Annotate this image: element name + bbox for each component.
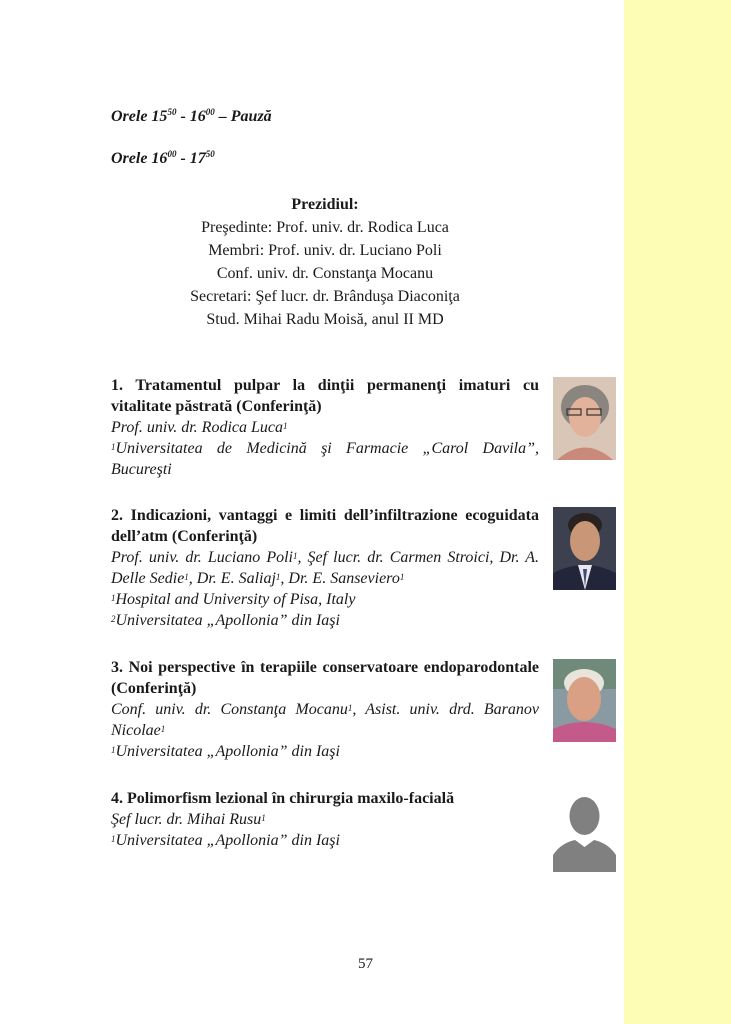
talk-1	[111, 375, 539, 480]
speaker-photo-2	[553, 507, 616, 590]
talk-affiliation-2: $^2$Universitatea „Apollonia” din Iaşi	[111, 612, 340, 629]
talk-title: 1. Tratamentul pulpar la dinţii permanenţi imaturi cu vitalitate păstrată (Conferinţă)	[111, 377, 539, 415]
talk-affiliation: $^1$Universitatea de Medicină şi Farmacie „Carol Davila”, Bucureşti	[111, 440, 539, 478]
presidium-member-2: Conf. univ. dr. Constanţa Mocanu	[216, 265, 434, 282]
talk-affiliation: $^1$Universitatea „Apollonia” din Iaşi	[111, 743, 340, 760]
talk-title: 3. Noi perspective în terapiile conservatoare endoparodontale (Conferinţă)	[111, 659, 539, 697]
presidium-secretary-2: Stud. Mihai Radu Moisă, anul II MD	[206, 311, 444, 328]
talk-authors: Şef lucr. dr. Mihai Rusu$^1$	[111, 811, 266, 828]
speaker-photo-1	[553, 377, 616, 460]
presidium-secretaries: Secretari: Şef lucr. dr. Brânduşa Diaconiţa	[190, 288, 460, 305]
yellow-margin-strip	[624, 0, 731, 1024]
presidium-president: Preşedinte: Prof. univ. dr. Rodica Luca	[201, 219, 449, 236]
speaker-placeholder-silhouette-icon	[553, 789, 616, 872]
break-time-line: Orele $15^{50} - 16^{00}$ – Pauză	[111, 107, 272, 125]
session-time-line: Orele $16^{00} - 17^{50}$	[111, 149, 215, 167]
page-number: 57	[358, 956, 373, 972]
talk-authors: Prof. univ. dr. Luciano Poli$^1$, Şef lucr. dr. Carmen Stroici, Dr. A. Delle Sedie$^1$, Dr. E. Saliaj$^1$, Dr. E. Sanseviero$^1$	[111, 549, 539, 587]
talk-4	[111, 788, 539, 851]
talk-authors: Prof. univ. dr. Rodica Luca$^1$	[111, 419, 288, 436]
presidium-heading: Prezidiul:	[291, 196, 359, 213]
presidium-members: Membri: Prof. univ. dr. Luciano Poli	[208, 242, 442, 259]
talk-authors: Conf. univ. dr. Constanţa Mocanu$^1$, Asist. univ. drd. Baranov Nicolae$^1$	[111, 701, 539, 739]
talk-affiliation: $^1$Universitatea „Apollonia” din Iaşi	[111, 832, 340, 849]
talk-3	[111, 657, 539, 762]
talk-affiliation-1: $^1$Hospital and University of Pisa, Italy	[111, 591, 356, 608]
presidium-block	[111, 193, 539, 331]
talk-2	[111, 505, 539, 631]
speaker-photo-3	[553, 659, 616, 742]
talk-title: 4. Polimorfism lezional în chirurgia maxilo-facială	[111, 790, 455, 807]
talk-title: 2. Indicazioni, vantaggi e limiti dell’infiltrazione ecoguidata dell’atm (Conferinţă)	[111, 507, 539, 545]
